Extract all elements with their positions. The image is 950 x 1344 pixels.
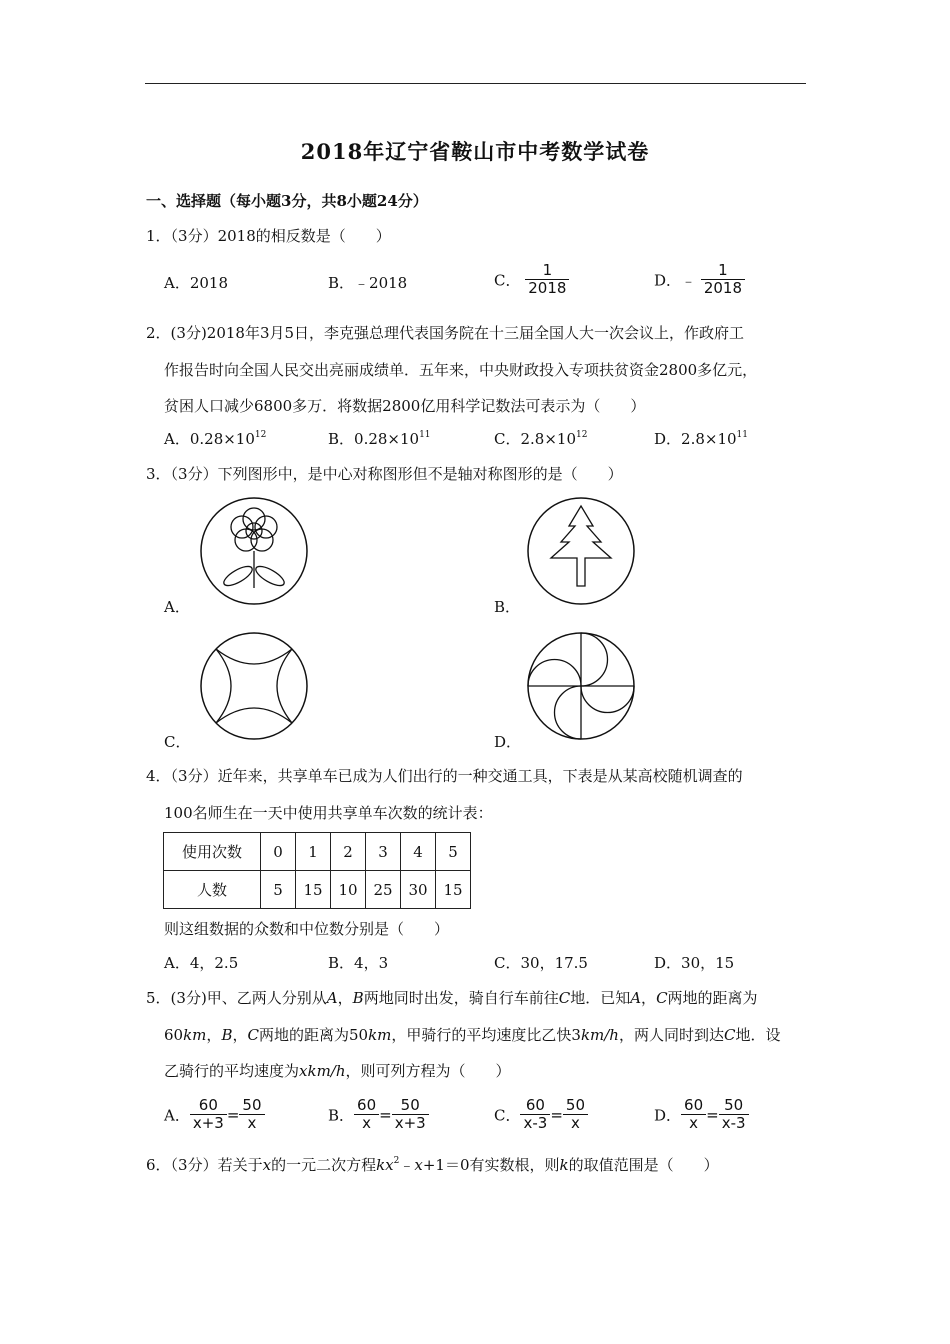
text: ，则可列方程为（ ） xyxy=(345,1062,511,1080)
text: 两地的距离为 xyxy=(667,989,758,1007)
exponent: 11 xyxy=(419,430,431,440)
fraction-denominator: 2018 xyxy=(703,279,743,298)
table-cell: 1 xyxy=(296,833,331,871)
var: x xyxy=(414,1156,423,1174)
table-cell: 5 xyxy=(261,871,296,909)
option-text: C．2.8×10 xyxy=(494,430,576,448)
q4-option-d: D．30，15 xyxy=(654,954,735,972)
fraction-numerator: 60 xyxy=(190,1097,227,1115)
text: ，两人同时到达 xyxy=(618,1026,724,1044)
table-cell: 15 xyxy=(436,871,471,909)
var: B xyxy=(221,1026,233,1044)
minus-sign: ﹣ xyxy=(681,271,697,290)
fraction xyxy=(520,1097,550,1133)
q4-question: 则这组数据的众数和中位数分别是（ ） xyxy=(164,920,450,938)
page-title: 2018年辽宁省鞍山市中考数学试卷 xyxy=(300,139,650,164)
exponent: 12 xyxy=(254,430,267,440)
q4-option-c: C．30，17.5 xyxy=(494,954,588,972)
text: 5．(3分)甲、乙两人分别从 xyxy=(146,989,327,1007)
fraction xyxy=(190,1097,227,1133)
tree-figure xyxy=(525,496,637,606)
fraction-denominator: x+3 xyxy=(394,1114,426,1133)
q1-option-c xyxy=(494,262,569,298)
fraction-numerator: 60 xyxy=(354,1097,379,1115)
q4-option-a: A．4，2.5 xyxy=(164,954,239,972)
q1-option-b: B．﹣2018 xyxy=(328,274,408,292)
header-rule xyxy=(145,83,806,84)
q1-option-c-fraction xyxy=(525,262,569,298)
q2-line-3: 贫困人口减少6800多万．将数据2800亿用科学记数法可表示为（ ） xyxy=(164,397,646,415)
exponent: 2 xyxy=(393,1156,400,1166)
q5-line-2 xyxy=(164,1024,780,1045)
text: 6．（3分）若关于 xyxy=(146,1156,263,1174)
q1-option-a: A．2018 xyxy=(164,274,229,292)
q2-line-2: 作报告时向全国人民交出亮丽成绩单．五年来，中央财政投入专项扶贫资金2800多亿元， xyxy=(164,361,758,379)
fraction xyxy=(681,1097,706,1133)
table-cell: 5 xyxy=(436,833,471,871)
fraction xyxy=(719,1097,749,1133)
q4-option-b: B．4，3 xyxy=(328,954,389,972)
fraction-numerator: 50 xyxy=(563,1097,588,1115)
var: C xyxy=(723,1026,736,1044)
var: xkm/h xyxy=(299,1062,346,1080)
var: kx xyxy=(376,1156,394,1174)
q5-option-c xyxy=(494,1097,588,1133)
curved-square-figure xyxy=(198,631,310,741)
option-label: D． xyxy=(654,1106,682,1125)
option-text: A．0.28×10 xyxy=(164,430,255,448)
text: 地．设 xyxy=(735,1026,781,1044)
var: C xyxy=(558,989,571,1007)
fraction-numerator: 50 xyxy=(719,1097,749,1115)
q4-line-2: 100名师生在一天中使用共享单车次数的统计表： xyxy=(164,804,493,822)
table-cell: 0 xyxy=(261,833,296,871)
text: 地．已知 xyxy=(570,989,631,1007)
var: A xyxy=(630,989,642,1007)
fraction-denominator: x-3 xyxy=(523,1114,548,1133)
text: 两地同时出发，骑自行车前往 xyxy=(363,989,559,1007)
q5-option-a xyxy=(164,1097,265,1133)
text: 乙骑行的平均速度为 xyxy=(164,1062,300,1080)
fraction-denominator: x+3 xyxy=(192,1114,224,1133)
text: ， xyxy=(641,989,657,1007)
fraction-numerator: 60 xyxy=(681,1097,706,1115)
fraction-numerator: 50 xyxy=(392,1097,429,1115)
q2-line-1: 2．(3分)2018年3月5日，李克强总理代表国务院在十三届全国人大一次会议上，作政府工 xyxy=(146,324,745,342)
table-cell: 25 xyxy=(366,871,401,909)
q1-option-d-label: D． xyxy=(654,271,682,290)
fraction xyxy=(239,1097,264,1133)
q2-option-a xyxy=(164,428,266,449)
text: +1＝0有实数根，则 xyxy=(422,1156,560,1174)
var: C xyxy=(247,1026,259,1044)
q2-option-c xyxy=(494,428,587,449)
text: ， xyxy=(232,1026,248,1044)
fraction-numerator: 1 xyxy=(701,262,745,280)
q3-stem: 3．（3分）下列图形中，是中心对称图形但不是轴对称图形的是（ ） xyxy=(146,465,623,483)
exponent: 11 xyxy=(736,430,748,440)
table-row xyxy=(164,833,471,871)
q1-stem: 1．（3分）2018的相反数是（ ） xyxy=(146,227,391,245)
var: km xyxy=(368,1026,392,1044)
pinwheel-figure xyxy=(525,631,637,741)
q1-option-d-fraction xyxy=(701,262,745,298)
equals-sign: = xyxy=(379,1105,392,1124)
fraction-denominator: x xyxy=(362,1114,372,1133)
equals-sign: = xyxy=(226,1105,240,1124)
q2-option-d xyxy=(654,428,748,449)
var: B xyxy=(352,989,364,1007)
fraction-denominator: x xyxy=(247,1114,257,1133)
text: ﹣ xyxy=(399,1156,415,1174)
var: k xyxy=(559,1156,569,1174)
table-header-cell: 人数 xyxy=(164,871,261,909)
table-cell: 3 xyxy=(366,833,401,871)
table-cell: 30 xyxy=(401,871,436,909)
table-cell: 2 xyxy=(331,833,366,871)
fraction xyxy=(354,1097,379,1133)
option-label: A． xyxy=(164,1106,190,1125)
var: C xyxy=(656,989,668,1007)
table-cell: 10 xyxy=(331,871,366,909)
text: ，甲骑行的平均速度比乙快3 xyxy=(391,1026,581,1044)
usage-table xyxy=(163,832,471,909)
fraction-denominator: x xyxy=(571,1114,580,1133)
q6-stem xyxy=(146,1154,719,1175)
var: km xyxy=(183,1026,207,1044)
fraction xyxy=(392,1097,429,1133)
var: A xyxy=(326,989,338,1007)
flower-figure xyxy=(198,496,310,606)
text: ， xyxy=(206,1026,222,1044)
table-cell: 15 xyxy=(296,871,331,909)
q5-option-d xyxy=(654,1097,749,1133)
fraction xyxy=(563,1097,588,1133)
q5-line-3 xyxy=(164,1060,511,1081)
equals-sign: = xyxy=(550,1105,563,1124)
q3-option-c-label: C． xyxy=(164,733,191,751)
text: 两地的距离为50 xyxy=(258,1026,369,1044)
q2-option-b xyxy=(328,428,431,449)
equals-sign: = xyxy=(706,1105,719,1124)
table-cell: 4 xyxy=(401,833,436,871)
option-text: D．2.8×10 xyxy=(654,430,737,448)
q3-option-a-label: A． xyxy=(164,598,190,616)
q1-option-c-label: C． xyxy=(494,271,521,290)
fraction-denominator: x-3 xyxy=(721,1114,746,1133)
section-heading: 一、选择题（每小题3分，共8小题24分） xyxy=(146,192,428,210)
table-header-cell: 使用次数 xyxy=(164,833,261,871)
fraction-numerator: 60 xyxy=(520,1097,550,1115)
fraction-denominator: x xyxy=(689,1114,699,1133)
text: 60 xyxy=(164,1026,184,1044)
option-label: B． xyxy=(328,1106,355,1125)
q5-line-1 xyxy=(146,987,758,1008)
fraction-numerator: 1 xyxy=(525,262,569,280)
option-text: B．0.28×10 xyxy=(328,430,420,448)
var: km/h xyxy=(580,1026,619,1044)
text: ， xyxy=(337,989,353,1007)
text: 的取值范围是（ ） xyxy=(568,1156,719,1174)
table-row xyxy=(164,871,471,909)
var: x xyxy=(262,1156,272,1174)
fraction-numerator: 50 xyxy=(239,1097,264,1115)
option-label: C． xyxy=(494,1106,521,1125)
q4-line-1: 4．（3分）近年来，共享单车已成为人们出行的一种交通工具，下表是从某高校随机调查的 xyxy=(146,767,743,785)
q1-option-d xyxy=(654,262,745,298)
q5-option-b xyxy=(328,1097,429,1133)
exponent: 12 xyxy=(576,430,588,440)
fraction-denominator: 2018 xyxy=(528,279,567,298)
q3-option-b-label: B． xyxy=(494,598,521,616)
text: 的一元二次方程 xyxy=(271,1156,377,1174)
q3-option-d-label: D． xyxy=(494,733,522,751)
